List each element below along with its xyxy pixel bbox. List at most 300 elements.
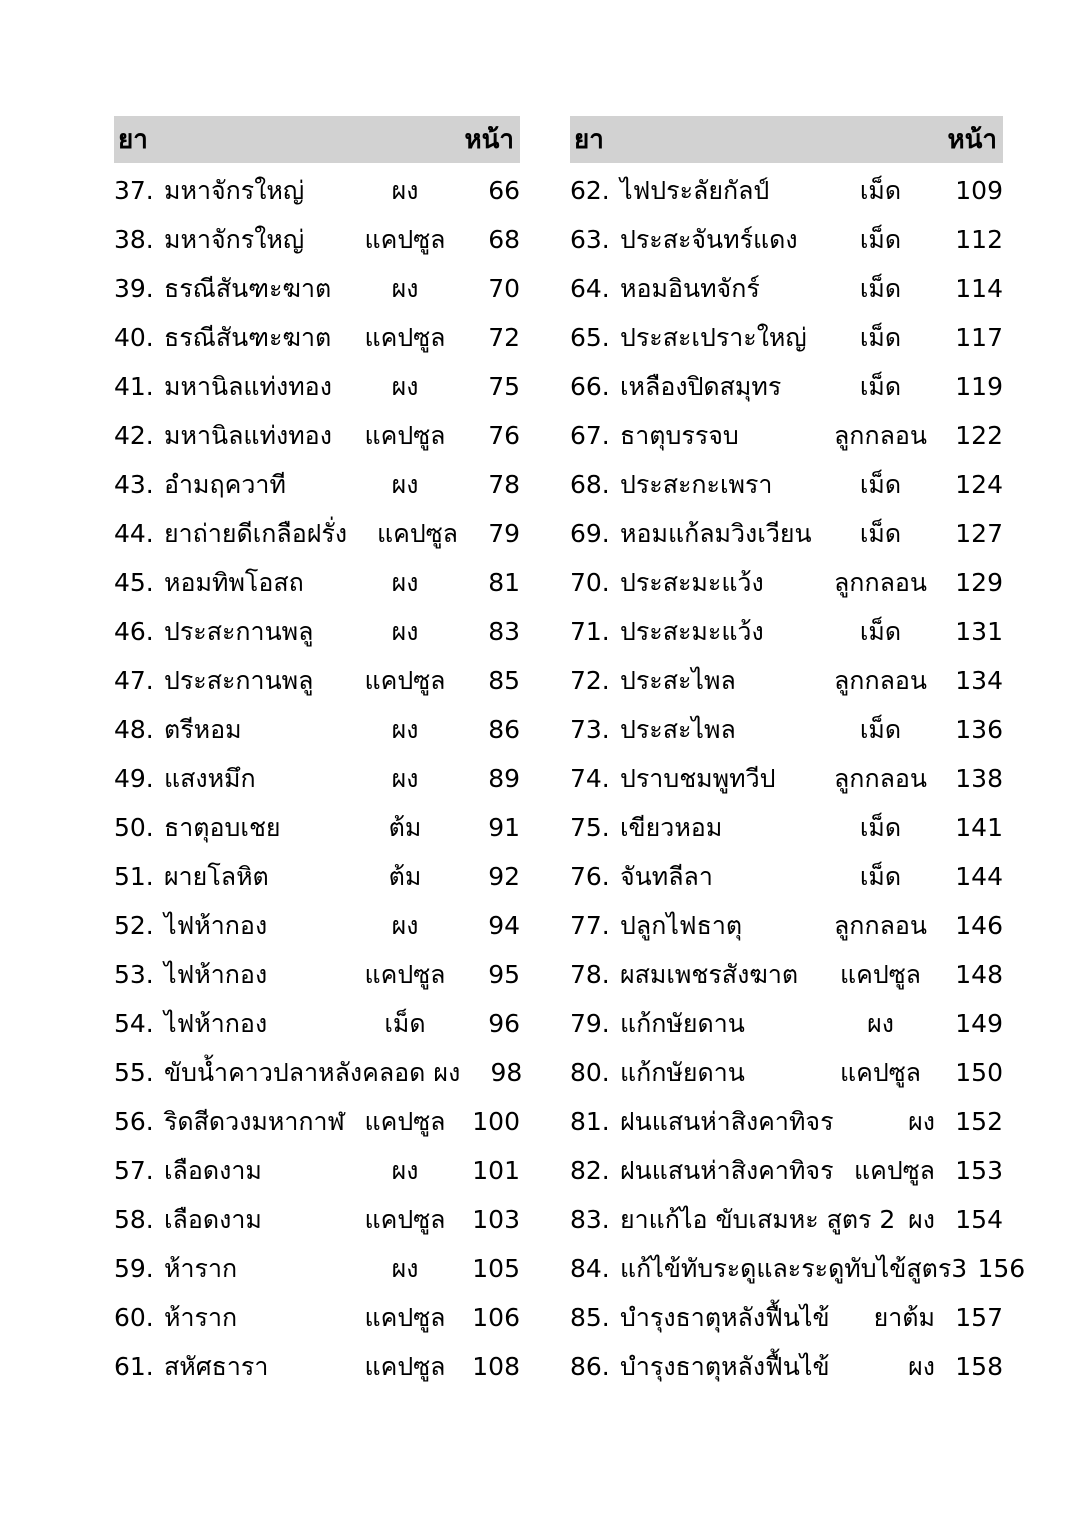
- row-drug-name: ธรณีสันฑะฆาต: [164, 274, 332, 304]
- row-page-number: 119: [955, 372, 1003, 402]
- row-index: 77.: [570, 911, 610, 941]
- row-drug-name: อำมฤควาที: [164, 470, 286, 500]
- table-row: [114, 510, 520, 559]
- row-index: 60.: [114, 1303, 154, 1333]
- toc-column-right: [570, 116, 1026, 1392]
- row-name-cell: [570, 814, 820, 843]
- row-page-number: 86: [488, 715, 520, 745]
- row-index: 50.: [114, 813, 154, 843]
- row-page-number: 150: [955, 1058, 1003, 1088]
- row-name-cell: [570, 1304, 830, 1333]
- row-drug-name: ผสมเพชรสังฆาต: [620, 960, 799, 990]
- row-dosage-form: เม็ด: [859, 617, 902, 647]
- row-page-number: 144: [955, 862, 1003, 892]
- row-name-cell: [114, 814, 346, 843]
- table-row: [570, 1294, 1003, 1343]
- row-index: 51.: [114, 862, 154, 892]
- row-drug-name: ธาตุบรรจบ: [620, 421, 739, 451]
- row-name-cell: [570, 961, 820, 990]
- row-index: 76.: [570, 862, 610, 892]
- row-drug-name: มหานิลแท่งทอง: [164, 372, 332, 402]
- row-index: 54.: [114, 1009, 154, 1039]
- table-row: [114, 314, 520, 363]
- row-drug-name: ริดสีดวงมหากาฬ: [164, 1107, 345, 1137]
- table-row: [114, 657, 520, 706]
- row-dosage-form: ลูกกลอน: [833, 911, 928, 941]
- row-name-cell: [570, 177, 820, 206]
- row-name-cell: [570, 667, 820, 696]
- header-page-label: หน้า: [947, 124, 997, 155]
- row-dosage-form: แคปซูล: [364, 323, 446, 353]
- row-page-number: 134: [955, 666, 1003, 696]
- row-name-cell: [114, 618, 346, 647]
- table-row: [114, 951, 520, 1000]
- row-drug-name: ฝนแสนห่าสิงคาทิจร: [620, 1156, 834, 1186]
- row-dosage-form: แคปซูล: [364, 225, 446, 255]
- table-row: [570, 1000, 1003, 1049]
- row-page-number: 83: [488, 617, 520, 647]
- row-index: 82.: [570, 1156, 610, 1186]
- row-drug-name: ผายโลหิต: [164, 862, 269, 892]
- row-name-cell: [114, 422, 346, 451]
- table-row: [570, 853, 1003, 902]
- row-page-number: 108: [472, 1352, 520, 1382]
- row-index: 52.: [114, 911, 154, 941]
- row-page-number: 158: [955, 1352, 1003, 1382]
- row-drug-name: ประสะกะเพรา: [620, 470, 773, 500]
- row-index: 71.: [570, 617, 610, 647]
- row-drug-name: ประสะกานพลู: [164, 617, 314, 647]
- table-row: [570, 363, 1003, 412]
- row-index: 56.: [114, 1107, 154, 1137]
- toc-rows-right: [570, 167, 1026, 1392]
- row-dosage-form: ผง: [391, 176, 419, 206]
- row-index: 75.: [570, 813, 610, 843]
- row-page-number: 138: [955, 764, 1003, 794]
- row-drug-name: ห้าราก: [164, 1254, 238, 1284]
- row-drug-name: ประสะไพล: [620, 666, 736, 696]
- row-dosage-form: ลูกกลอน: [833, 421, 928, 451]
- row-index: 62.: [570, 176, 610, 206]
- row-name-cell: [114, 863, 346, 892]
- table-row: [570, 657, 1003, 706]
- table-row: [570, 216, 1003, 265]
- row-dosage-form: ผง: [391, 372, 419, 402]
- row-dosage-form: ผง: [391, 911, 419, 941]
- table-row: [570, 1049, 1003, 1098]
- row-dosage-form: ผง: [391, 568, 419, 598]
- row-drug-name: ธาตุอบเชย: [164, 813, 281, 843]
- row-dosage-form: แคปซูล: [364, 421, 446, 451]
- table-row: [570, 1245, 1026, 1294]
- header-drug-label: ยา: [574, 124, 604, 155]
- row-page-number: 72: [488, 323, 520, 353]
- row-drug-name: หอมแก้ลมวิงเวียน: [620, 519, 812, 549]
- row-index: 38.: [114, 225, 154, 255]
- row-name-cell: [570, 520, 820, 549]
- row-drug-name: ประสะมะแว้ง: [620, 617, 764, 647]
- row-index: 73.: [570, 715, 610, 745]
- toc-column-left: [114, 116, 523, 1392]
- row-page-number: 79: [488, 519, 520, 549]
- row-drug-name: ปราบชมพูทวีป: [620, 764, 776, 794]
- row-drug-name: ตรีหอม: [164, 715, 242, 745]
- row-dosage-form: ผง: [391, 764, 419, 794]
- row-name-cell: [114, 1255, 346, 1284]
- row-page-number: 75: [488, 372, 520, 402]
- row-name-cell: [114, 471, 346, 500]
- table-row: [114, 265, 520, 314]
- row-drug-name: บำรุงธาตุหลังฟื้นไข้: [620, 1352, 830, 1382]
- row-drug-name: ยาถ่ายดีเกลือฝรั่ง: [164, 519, 348, 549]
- row-index: 40.: [114, 323, 154, 353]
- row-dosage-form: เม็ด: [859, 862, 902, 892]
- row-dosage-form: ผง: [391, 1254, 419, 1284]
- row-name-cell: [570, 226, 820, 255]
- table-row: [114, 412, 520, 461]
- row-dosage-form: เม็ด: [859, 176, 902, 206]
- table-row: [114, 1049, 523, 1098]
- row-dosage-form: ผง: [391, 617, 419, 647]
- row-index: 47.: [114, 666, 154, 696]
- table-row: [114, 902, 520, 951]
- row-name-cell: [570, 1255, 906, 1284]
- row-dosage-form: แคปซูล: [364, 1303, 446, 1333]
- row-page-number: 94: [488, 911, 520, 941]
- row-name-cell: [570, 1157, 834, 1186]
- row-index: 79.: [570, 1009, 610, 1039]
- row-drug-name: หอมอินทจักร์: [620, 274, 760, 304]
- table-row: [570, 167, 1003, 216]
- row-dosage-form: แคปซูล: [364, 1107, 446, 1137]
- row-page-number: 92: [488, 862, 520, 892]
- row-index: 45.: [114, 568, 154, 598]
- row-index: 44.: [114, 519, 154, 549]
- row-dosage-form: สูตร3: [906, 1254, 968, 1284]
- row-dosage-form: ผง: [391, 470, 419, 500]
- row-drug-name: ไฟห้ากอง: [164, 1009, 268, 1039]
- table-row: [570, 755, 1003, 804]
- row-dosage-form: เม็ด: [859, 715, 902, 745]
- row-drug-name: แสงหมึก: [164, 764, 256, 794]
- table-row: [114, 1343, 520, 1392]
- row-page-number: 131: [955, 617, 1003, 647]
- row-drug-name: แก้กษัยดาน: [620, 1009, 745, 1039]
- row-page-number: 127: [955, 519, 1003, 549]
- table-row: [114, 1098, 520, 1147]
- row-page-number: 98: [490, 1058, 523, 1088]
- table-row: [114, 1000, 520, 1049]
- row-dosage-form: ผง: [391, 1156, 419, 1186]
- row-drug-name: สหัศธารา: [164, 1352, 269, 1382]
- table-row: [114, 461, 520, 510]
- row-page-number: 146: [955, 911, 1003, 941]
- row-dosage-form: แคปซูล: [840, 1058, 921, 1088]
- row-drug-name: มหาจักรใหญ่: [164, 225, 305, 255]
- row-index: 69.: [570, 519, 610, 549]
- table-row: [114, 363, 520, 412]
- row-dosage-form: ลูกกลอน: [833, 764, 928, 794]
- header-drug-label: ยา: [118, 124, 148, 155]
- table-row: [570, 559, 1003, 608]
- column-header-left: [114, 116, 520, 163]
- row-dosage-form: เม็ด: [384, 1009, 426, 1039]
- row-page-number: 122: [955, 421, 1003, 451]
- table-row: [570, 1098, 1003, 1147]
- row-name-cell: [114, 275, 346, 304]
- row-dosage-form: แคปซูล: [854, 1156, 935, 1186]
- row-page-number: 85: [488, 666, 520, 696]
- row-drug-name: หอมทิพโอสถ: [164, 568, 304, 598]
- table-row: [570, 1147, 1003, 1196]
- row-index: 81.: [570, 1107, 610, 1137]
- row-dosage-form: ยาต้ม: [873, 1303, 935, 1333]
- row-name-cell: [114, 912, 346, 941]
- table-row: [114, 1196, 520, 1245]
- row-dosage-form: เม็ด: [859, 372, 902, 402]
- row-dosage-form: ผง: [908, 1107, 935, 1137]
- row-page-number: 68: [488, 225, 520, 255]
- row-drug-name: ประสะมะแว้ง: [620, 568, 764, 598]
- row-index: 67.: [570, 421, 610, 451]
- row-index: 53.: [114, 960, 154, 990]
- row-page-number: 100: [472, 1107, 520, 1137]
- row-drug-name: แก้กษัยดาน: [620, 1058, 745, 1088]
- row-drug-name: แก้ไข้ทับระดูและระดูทับไข้: [620, 1254, 907, 1284]
- row-page-number: 152: [955, 1107, 1003, 1137]
- row-page-number: 103: [472, 1205, 520, 1235]
- row-page-number: 156: [977, 1254, 1026, 1284]
- toc-columns: [0, 116, 1075, 1392]
- row-name-cell: [114, 569, 346, 598]
- row-name-cell: [114, 667, 346, 696]
- row-page-number: 109: [955, 176, 1003, 206]
- row-name-cell: [114, 1108, 346, 1137]
- row-drug-name: ประสะจันทร์แดง: [620, 225, 798, 255]
- row-page-number: 76: [488, 421, 520, 451]
- row-name-cell: [570, 1206, 895, 1235]
- row-page-number: 136: [955, 715, 1003, 745]
- table-row: [570, 1196, 1003, 1245]
- row-name-cell: [570, 422, 820, 451]
- row-drug-name: จันทลีลา: [620, 862, 713, 892]
- header-page-label: หน้า: [464, 124, 514, 155]
- row-dosage-form: เม็ด: [859, 519, 902, 549]
- table-row: [570, 1343, 1003, 1392]
- row-page-number: 106: [472, 1303, 520, 1333]
- row-drug-name: เลือดงาม: [164, 1205, 262, 1235]
- row-dosage-form: ลูกกลอน: [833, 666, 928, 696]
- row-dosage-form: ผง: [908, 1352, 935, 1382]
- row-name-cell: [114, 1010, 346, 1039]
- row-dosage-form: แคปซูล: [364, 960, 446, 990]
- row-index: 37.: [114, 176, 154, 206]
- row-page-number: 89: [488, 764, 520, 794]
- row-drug-name: ไฟประลัยกัลป์: [620, 176, 770, 206]
- row-index: 68.: [570, 470, 610, 500]
- row-page-number: 96: [488, 1009, 520, 1039]
- table-row: [570, 706, 1003, 755]
- row-drug-name: ประสะเปราะใหญ่: [620, 323, 807, 353]
- row-dosage-form: เม็ด: [859, 470, 902, 500]
- row-index: 74.: [570, 764, 610, 794]
- table-row: [570, 265, 1003, 314]
- row-index: 42.: [114, 421, 154, 451]
- row-name-cell: [114, 1157, 346, 1186]
- row-drug-name: มหานิลแท่งทอง: [164, 421, 332, 451]
- row-page-number: 101: [472, 1156, 520, 1186]
- row-index: 66.: [570, 372, 610, 402]
- row-dosage-form: ผง: [433, 1058, 461, 1088]
- row-dosage-form: แคปซูล: [364, 1205, 446, 1235]
- table-row: [570, 804, 1003, 853]
- table-row: [570, 902, 1003, 951]
- row-index: 84.: [570, 1254, 610, 1284]
- row-page-number: 91: [488, 813, 520, 843]
- row-name-cell: [114, 1059, 425, 1088]
- table-row: [114, 559, 520, 608]
- row-name-cell: [570, 275, 820, 304]
- row-dosage-form: เม็ด: [859, 813, 902, 843]
- row-drug-name: เขียวหอม: [620, 813, 723, 843]
- row-page-number: 78: [488, 470, 520, 500]
- row-drug-name: ไฟห้ากอง: [164, 960, 268, 990]
- row-name-cell: [114, 324, 346, 353]
- row-page-number: 81: [488, 568, 520, 598]
- row-page-number: 153: [955, 1156, 1003, 1186]
- row-name-cell: [114, 961, 346, 990]
- row-drug-name: ห้าราก: [164, 1303, 238, 1333]
- row-index: 39.: [114, 274, 154, 304]
- row-page-number: 141: [955, 813, 1003, 843]
- row-index: 48.: [114, 715, 154, 745]
- row-name-cell: [114, 716, 346, 745]
- row-index: 61.: [114, 1352, 154, 1382]
- row-name-cell: [570, 1059, 820, 1088]
- row-page-number: 154: [955, 1205, 1003, 1235]
- table-row: [114, 1245, 520, 1294]
- row-dosage-form: ต้ม: [388, 862, 422, 892]
- row-index: 70.: [570, 568, 610, 598]
- row-name-cell: [114, 765, 346, 794]
- row-page-number: 105: [472, 1254, 520, 1284]
- table-row: [570, 951, 1003, 1000]
- row-drug-name: ธรณีสันฑะฆาต: [164, 323, 332, 353]
- row-index: 41.: [114, 372, 154, 402]
- table-row: [114, 167, 520, 216]
- row-index: 85.: [570, 1303, 610, 1333]
- table-row: [570, 608, 1003, 657]
- row-index: 86.: [570, 1352, 610, 1382]
- row-index: 43.: [114, 470, 154, 500]
- table-row: [114, 706, 520, 755]
- row-name-cell: [570, 765, 820, 794]
- table-row: [114, 216, 520, 265]
- row-page-number: 148: [955, 960, 1003, 990]
- row-dosage-form: แคปซูล: [377, 519, 458, 549]
- table-row: [570, 461, 1003, 510]
- row-index: 72.: [570, 666, 610, 696]
- row-dosage-form: ผง: [867, 1009, 894, 1039]
- row-dosage-form: ลูกกลอน: [833, 568, 928, 598]
- row-name-cell: [114, 373, 346, 402]
- row-name-cell: [570, 1010, 820, 1039]
- row-drug-name: เหลืองปิดสมุทร: [620, 372, 782, 402]
- row-dosage-form: ผง: [391, 274, 419, 304]
- row-drug-name: บำรุงธาตุหลังฟื้นไข้: [620, 1303, 830, 1333]
- table-row: [570, 314, 1003, 363]
- row-page-number: 70: [488, 274, 520, 304]
- row-page-number: 117: [955, 323, 1003, 353]
- row-dosage-form: ผง: [908, 1205, 935, 1235]
- row-drug-name: ประสะกานพลู: [164, 666, 314, 696]
- table-row: [570, 412, 1003, 461]
- row-drug-name: มหาจักรใหญ่: [164, 176, 305, 206]
- row-name-cell: [570, 569, 820, 598]
- row-page-number: 129: [955, 568, 1003, 598]
- row-page-number: 95: [488, 960, 520, 990]
- row-name-cell: [570, 324, 820, 353]
- row-dosage-form: เม็ด: [859, 323, 902, 353]
- row-name-cell: [114, 177, 346, 206]
- row-index: 49.: [114, 764, 154, 794]
- row-drug-name: ฝนแสนห่าสิงคาทิจร: [620, 1107, 834, 1137]
- row-index: 65.: [570, 323, 610, 353]
- row-dosage-form: เม็ด: [859, 225, 902, 255]
- table-row: [570, 510, 1003, 559]
- row-dosage-form: แคปซูล: [364, 666, 446, 696]
- row-index: 58.: [114, 1205, 154, 1235]
- row-name-cell: [114, 226, 346, 255]
- toc-rows-left: [114, 167, 523, 1392]
- row-name-cell: [114, 1353, 346, 1382]
- table-row: [114, 755, 520, 804]
- row-index: 83.: [570, 1205, 610, 1235]
- table-row: [114, 1147, 520, 1196]
- row-index: 59.: [114, 1254, 154, 1284]
- row-name-cell: [570, 716, 820, 745]
- row-name-cell: [570, 912, 820, 941]
- row-drug-name: ขับน้ำคาวปลาหลังคลอด: [164, 1058, 426, 1088]
- row-page-number: 149: [955, 1009, 1003, 1039]
- row-name-cell: [570, 1108, 834, 1137]
- table-row: [114, 1294, 520, 1343]
- table-row: [114, 804, 520, 853]
- row-dosage-form: ผง: [391, 715, 419, 745]
- row-name-cell: [570, 471, 820, 500]
- row-drug-name: ประสะไพล: [620, 715, 736, 745]
- row-page-number: 112: [955, 225, 1003, 255]
- row-name-cell: [114, 1304, 346, 1333]
- row-drug-name: ยาแก้ไอ ขับเสมหะ สูตร 2: [620, 1205, 896, 1235]
- row-dosage-form: แคปซูล: [364, 1352, 446, 1382]
- row-page-number: 124: [955, 470, 1003, 500]
- column-header-right: [570, 116, 1003, 163]
- row-index: 80.: [570, 1058, 610, 1088]
- row-drug-name: เลือดงาม: [164, 1156, 262, 1186]
- row-index: 55.: [114, 1058, 154, 1088]
- row-name-cell: [570, 618, 820, 647]
- row-name-cell: [114, 1206, 346, 1235]
- row-name-cell: [114, 520, 347, 549]
- row-name-cell: [570, 373, 820, 402]
- row-drug-name: ไฟห้ากอง: [164, 911, 268, 941]
- row-page-number: 114: [955, 274, 1003, 304]
- row-name-cell: [570, 1353, 830, 1382]
- row-index: 57.: [114, 1156, 154, 1186]
- row-drug-name: ปลูกไฟธาตุ: [620, 911, 743, 941]
- row-dosage-form: เม็ด: [859, 274, 902, 304]
